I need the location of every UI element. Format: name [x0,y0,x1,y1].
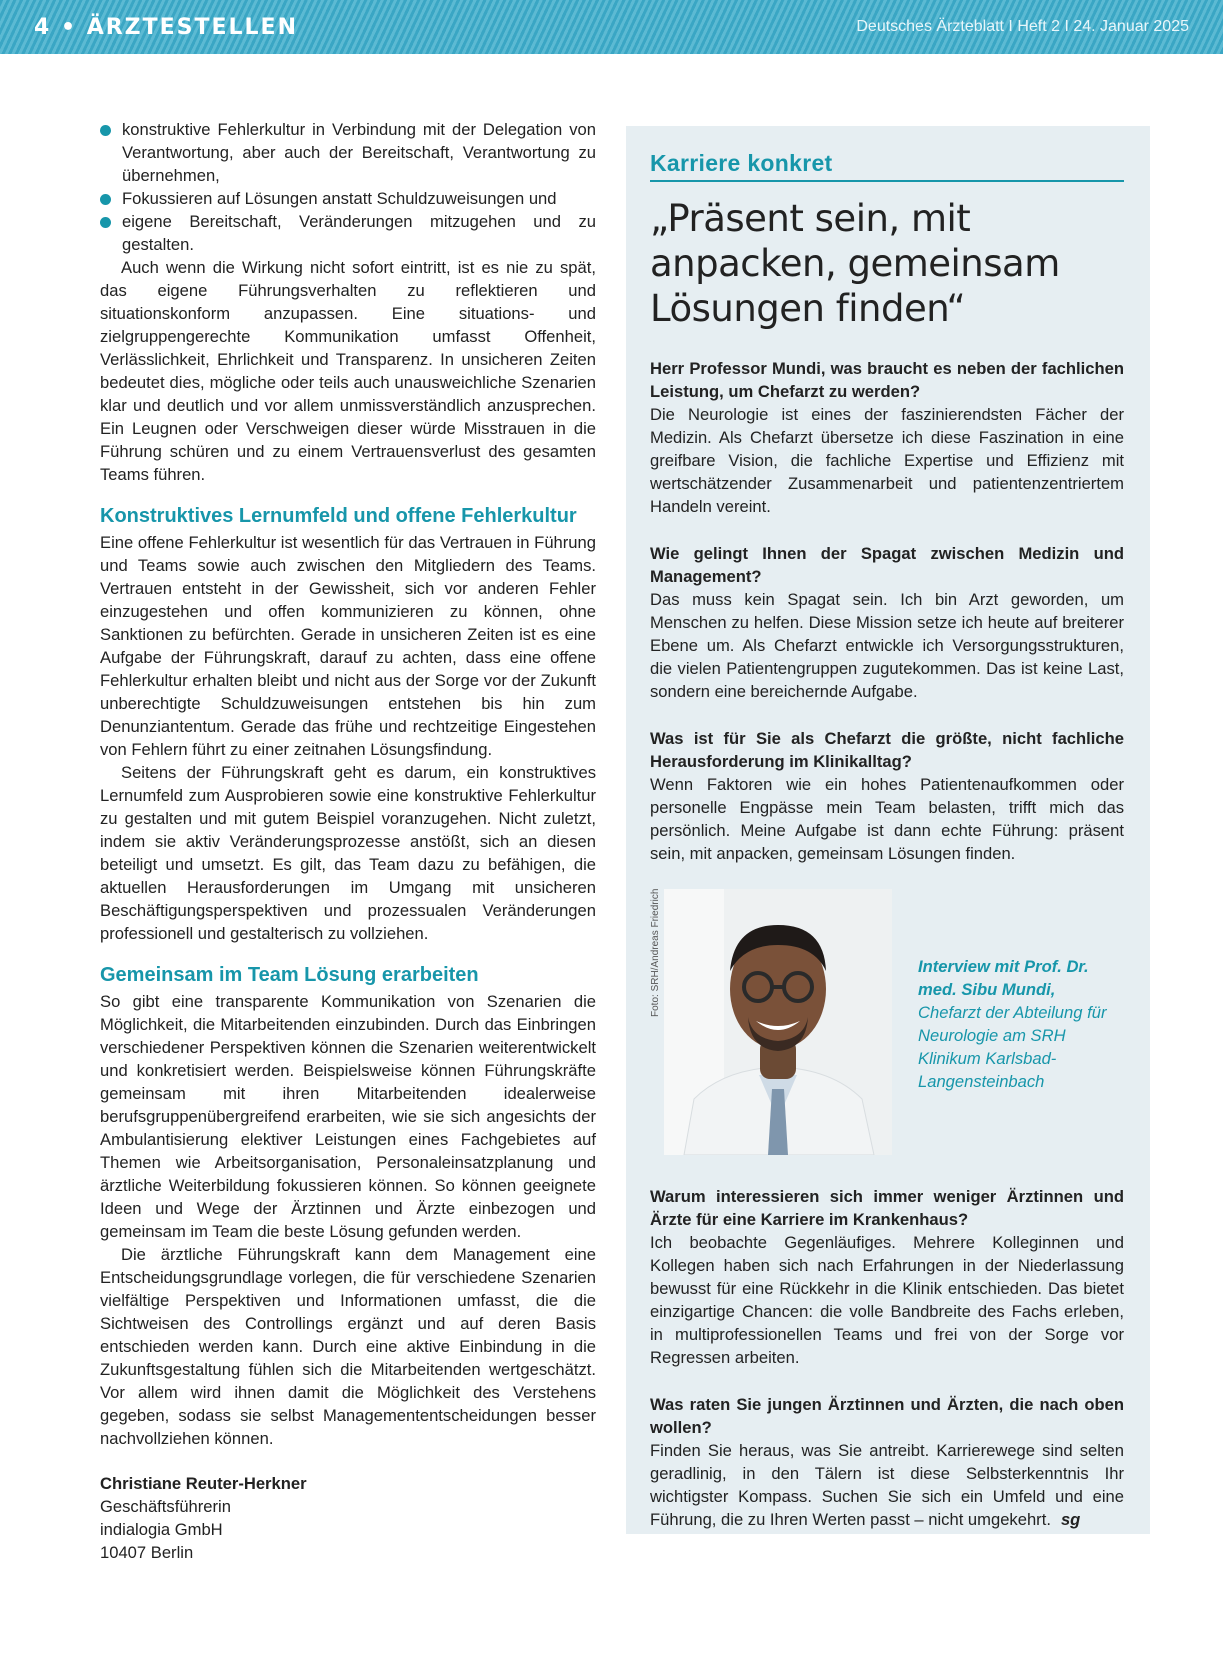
qa-block [650,727,1124,865]
list-item: Fokussieren auf Lösungen anstatt Schuldzuweisungen und [100,187,596,210]
qa-block [650,1393,1124,1531]
box-headline: „Präsent sein, mit anpacken, gemeinsam Lösungen finden“ [650,197,1060,330]
article-column [100,118,596,1564]
caption-text: Chefarzt der Abteilung für Neurologie am SRH Klinikum Karlsbad-Langensteinbach [918,1003,1107,1091]
question: Herr Professor Mundi, was braucht es neben der fachlichen Leistung, um Chefarzt zu werden? [650,359,1124,401]
question: Was ist für Sie als Chefarzt die größte, nicht fachliche Herausforderung im Klinikalltag? [650,729,1124,771]
answer-text: Finden Sie heraus, was Sie antreibt. Karrierewege sind selten geradlinig, in den Tälern ist diese Selbsterkenntnis Ihr wichtigster Kompass. Suchen Sie sich ein Umfeld und eine Führung, die zu Ihren Werten passt – nicht umgekehrt. [650,1441,1124,1529]
photo-credit: Foto: SRH/Andreas Friedrich [650,889,661,1018]
author-signature: sg [1060,1510,1081,1529]
portrait-illustration [664,889,892,1155]
question: Was raten Sie jungen Ärztinnen und Ärzten, die nach oben wollen? [650,1395,1124,1437]
answer: Wenn Faktoren wie ein hohes Patientenaufkommen oder personelle Engpässe mein Team belasten, trifft mich das persönlich. Meine Aufgabe ist dann echte Führung: präsent sein, mit anpacken, gemeinsam Lösungen finden. [650,775,1124,863]
author-name: Christiane Reuter-Herkner [100,1474,307,1493]
qa-block [650,357,1124,518]
answer: Die Neurologie ist eines der faszinierendsten Fächer der Medizin. Als Chefarzt übersetze ich diese Faszination in eine greifbare Vision, die fachliche Expertise und Effizienz mit wertschätzender Zusammenarbeit und patientenzentriertem Handeln vereint. [650,405,1124,516]
author-company: indialogia GmbH [100,1520,223,1539]
paragraph: Auch wenn die Wirkung nicht sofort eintritt, ist es nie zu spät, das eigene Führungsverhalten zu reflektieren und situationskonform anzupassen. Eine situations- und zielgruppengerechte Kommunikation umfasst Offenheit, Verlässlichkeit, Ehrlichkeit und Transparenz. In unsicheren Zeiten bedeutet dies, mögliche oder teils auch unausweichliche Szenarien klar und deutlich und vor allem unmissverständlich anzusprechen. Ein Leugnen oder Verschweigen dieser würde Misstrauen in die Führung schüren und zu einem Vertrauensverlust des gesamten Teams führen. [100,258,596,484]
answer: Ich beobachte Gegenläufiges. Mehrere Kolleginnen und Kollegen haben sich nach Erfahrungen in der Niederlassung bewusst für eine Rückkehr in die Klinik entschieden. Das bietet einzigartige Chancen: die volle Bandbreite des Fachs erleben, in multiprofessionellen Teams und frei von der Sorge vor Regressen arbeiten. [650,1233,1124,1367]
issue-info: Deutsches Ärzteblatt I Heft 2 I 24. Januar 2025 [856,18,1189,35]
paragraph: So gibt eine transparente Kommunikation von Szenarien die Möglichkeit, die Mitarbeitenden einzubinden. Durch das Einbringen verschiedener Perspektiven können die Szenarien weiterentwickelt und konkretisiert werden. Beispielsweise können Führungskräfte gemeinsam mit ihren Mitarbeitenden idealerweise berufsgruppenübergreifend erarbeiten, wie sie sich angesichts der Ambulantisierung elektiver Leistungen eines Fachgebietes auf Themen wie Arbeitsorganisation, Personaleinsatzplanung und ärztliche Weiterbildung fokussieren können. So können geeignete Ideen und Wege der Ärztinnen und Ärzte einbezogen und gemeinsam im Team die beste Lösung gefunden werden. [100,992,596,1241]
portrait-row [650,889,1124,1155]
photo-caption [918,955,1108,1093]
answer: Das muss kein Spagat sein. Ich bin Arzt geworden, um Menschen zu helfen. Diese Mission setze ich heute auf breiterer Ebene um. Als Chefarzt entwickle ich Versorgungsstrukturen, die vielen Patientengruppen zugutekommen. Das ist keine Last, sondern eine bereichernde Aufgabe. [650,590,1124,701]
question: Warum interessieren sich immer weniger Ärztinnen und Ärzte für eine Karriere im Krankenhaus? [650,1187,1124,1229]
paragraph: Die ärztliche Führungskraft kann dem Management eine Entscheidungsgrundlage vorlegen, die für verschiedene Szenarien vielfältige Perspektiven und Informationen umfasst, die die Sichtweisen des Controllings ergänzt und auf deren Basis entschieden werden kann. Durch eine aktive Einbindung in die Zukunftsgestaltung fühlen sich die Mitarbeitenden wertgeschätzt. Vor allem wird ihnen damit die Möglichkeit des Verstehens gegeben, sodass sie selbst Managemententscheidungen besser nachvollziehen können. [100,1245,596,1448]
paragraph: Eine offene Fehlerkultur ist wesentlich für das Vertrauen in Führung und Teams sowie auch zwischen den Mitgliedern des Teams. Vertrauen entsteht in der Gewissheit, sich vor anderen Fehler einzugestehen und offen kommunizieren zu können, ohne Sanktionen zu befürchten. Gerade in unsicheren Zeiten ist es eine Aufgabe der Führungskraft, darauf zu achten, dass eine offene Fehlerkultur erhalten bleibt und nicht aus der Sorge vor der Zukunft unberechtigte Schuldzuweisungen entstehen bis hin zum Denunziantentum. Gerade das frühe und rechtzeitige Eingestehen von Fehlern führt zu einer zeitnahen Lösungsfindung. [100,533,596,759]
list-item: eigene Bereitschaft, Veränderungen mitzugehen und zu gestalten. [100,210,596,256]
caption-lead: Interview mit Prof. Dr. med. Sibu Mundi, [918,957,1089,999]
page-header [0,0,1223,54]
qa-block [650,1185,1124,1369]
portrait-photo [664,889,892,1155]
section-heading: Konstruktives Lernumfeld und offene Fehlerkultur [100,505,577,527]
box-kicker: Karriere konkret [650,150,1124,182]
qa-block [650,542,1124,703]
author-block [100,1472,596,1564]
author-city: 10407 Berlin [100,1543,194,1562]
bullet-list [100,118,596,256]
question: Wie gelingt Ihnen der Spagat zwischen Medizin und Management? [650,544,1124,586]
author-role: Geschäftsführerin [100,1497,231,1516]
interview-box [626,126,1150,1534]
section-heading: Gemeinsam im Team Lösung erarbeiten [100,964,479,986]
answer [650,1439,1124,1531]
list-item: konstruktive Fehlerkultur in Verbindung mit der Delegation von Verantwortung, aber auch der Bereitschaft, Verantwortung zu übernehmen, [100,118,596,187]
paragraph: Seitens der Führungskraft geht es darum, ein konstruktives Lernumfeld zum Ausprobieren sowie eine konstruktive Fehlerkultur zu gestalten und mit gutem Beispiel voranzugehen. Nicht zuletzt, indem sie aktiv Veränderungsprozesse anstößt, sich an diesen beteiligt und umsetzt. Es gilt, das Team dazu zu befähigen, die aktuellen Herausforderungen im Umgang mit unsicheren Beschäftigungsperspektiven und prozessualen Veränderungen professionell und gestalterisch zu vollziehen. [100,763,596,943]
section-title: 4 • ÄRZTESTELLEN [34,14,298,40]
